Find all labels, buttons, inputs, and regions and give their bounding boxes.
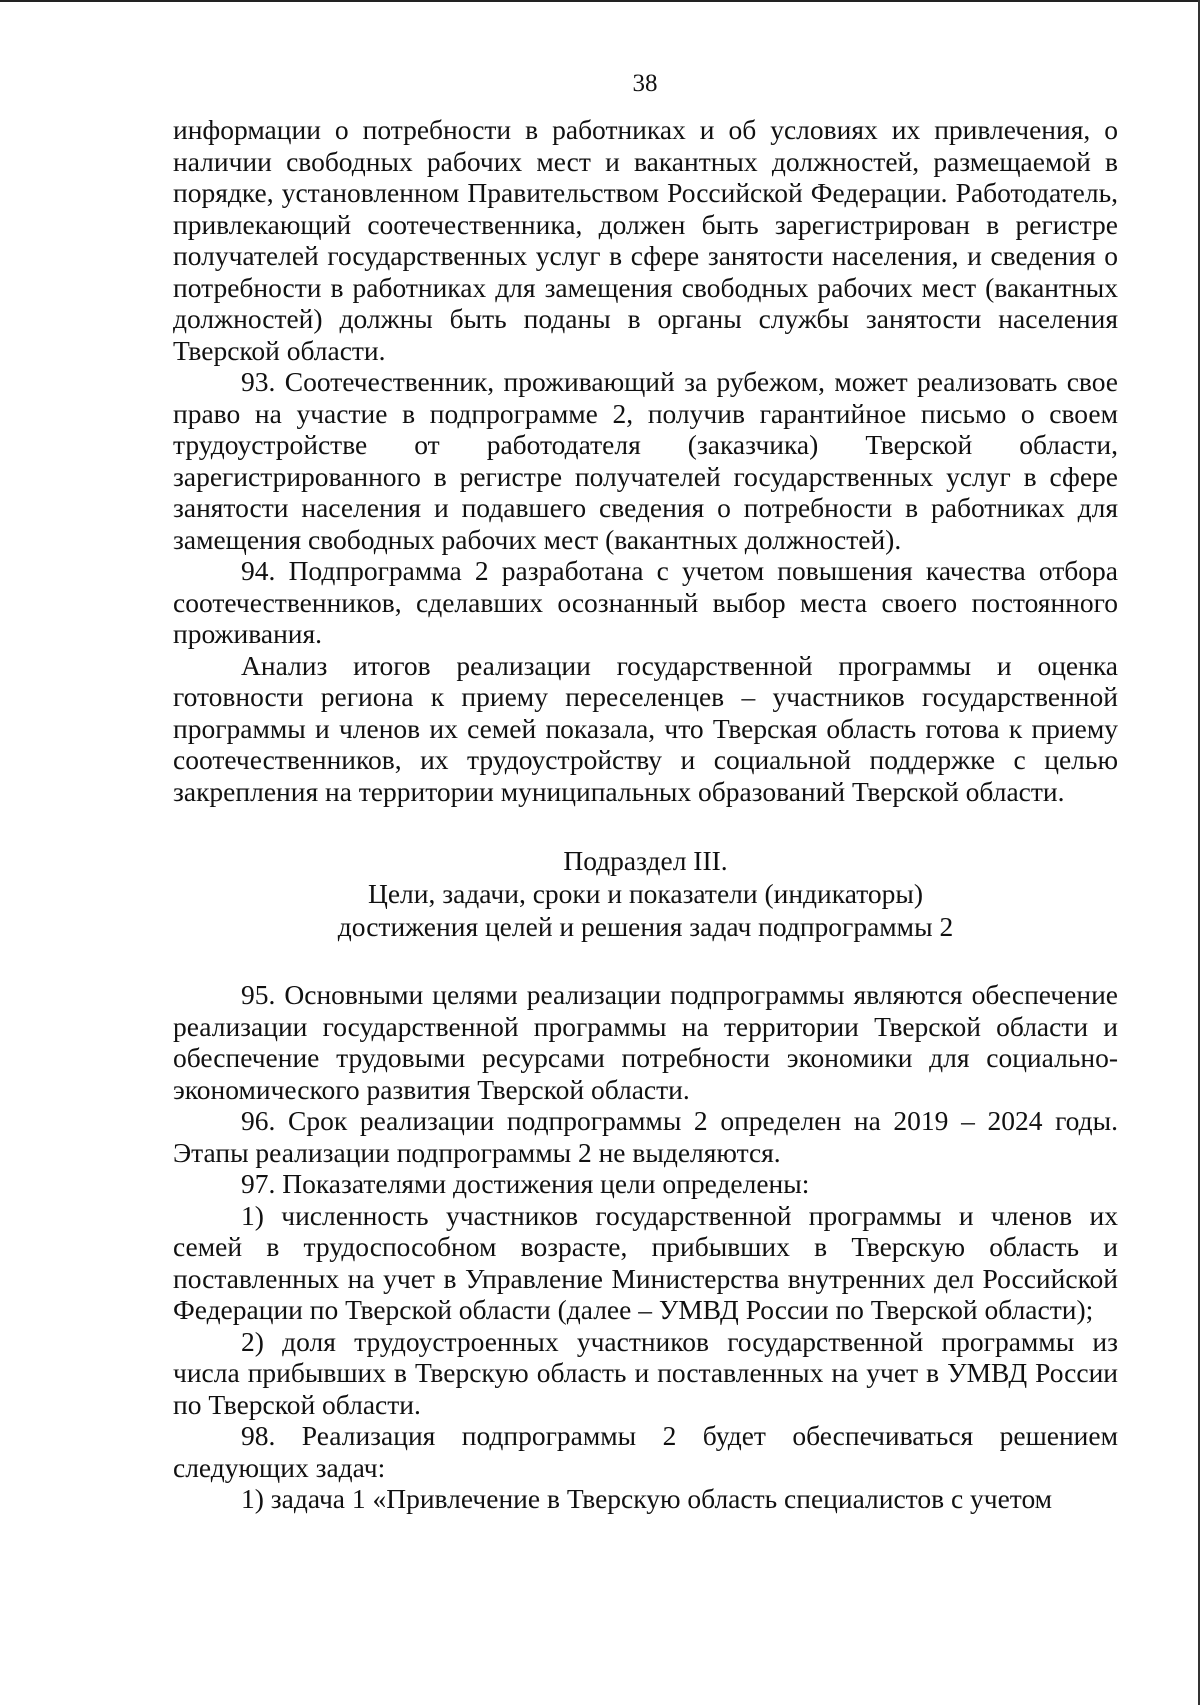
section-heading xyxy=(173,844,1118,943)
task-1: 1) задача 1 «Привлечение в Тверскую область специалистов с учетом xyxy=(241,1483,1053,1514)
paragraph-95: 95. Основными целями реализации подпрограммы являются обеспечение реализации государственной программы на территории Тверской области и обеспечение трудовыми ресурсами потребности экономики для социально-экономического развития Тверской области. xyxy=(173,979,1118,1105)
indicator-2: 2) доля трудоустроенных участников государственной программы из числа прибывших в Тверскую область и поставленных на учет в УМВД России по Тверской области. xyxy=(173,1325,1118,1420)
document-body xyxy=(173,114,1118,1515)
paragraph-93: 93. Соотечественник, проживающий за рубежом, может реализовать свое право на участие в подпрограмме 2, получив гарантийное письмо о своем трудоустройстве от работодателя (заказчика) Тверской области, зарегистрированного в регистре получателей государственных услуг в сфере занятости населения и подавшего сведения о потребности в работниках для замещения свободных рабочих мест (вакантных должностей). xyxy=(173,366,1118,555)
section-heading-line-2: Цели, задачи, сроки и показатели (индикаторы) xyxy=(367,878,923,909)
paragraph-98: 98. Реализация подпрограммы 2 будет обеспечиваться решением следующих задач: xyxy=(173,1420,1118,1483)
paragraph-97: 97. Показателями достижения цели определены: xyxy=(241,1168,810,1199)
section-heading-line-1: Подраздел III. xyxy=(563,845,728,876)
paragraph-96: 96. Срок реализации подпрограммы 2 определен на 2019 – 2024 годы. Этапы реализации подпрограммы 2 не выделяются. xyxy=(173,1105,1118,1168)
page-number: 38 xyxy=(632,70,658,97)
paragraph-analysis: Анализ итогов реализации государственной программы и оценка готовности региона к приему переселенцев – участников государственной программы и членов их семей показала, что Тверская область готова к приему соотечественников, их трудоустройству и социальной поддержке с целью закрепления на территории муниципальных образований Тверской области. xyxy=(173,649,1118,807)
section-heading-line-3: достижения целей и решения задач подпрограммы 2 xyxy=(337,911,954,942)
paragraph-94: 94. Подпрограмма 2 разработана с учетом повышения качества отбора соотечественников, сделавших осознанный выбор места своего постоянного проживания. xyxy=(173,555,1118,649)
indicator-1: 1) численность участников государственной программы и членов их семей в трудоспособном возрасте, прибывших в Тверскую область и поставленных на учет в Управление Министерства внутренних дел Российской Федерации по Тверской области (далее – УМВД России по Тверской области); xyxy=(173,1199,1118,1325)
paragraph-continuation: информации о потребности в работниках и об условиях их привлечения, о наличии свободных рабочих мест и вакантных должностей, размещаемой в порядке, установленном Правительством Российской Федерации. Работодатель, привлекающий соотечественника, должен быть зарегистрирован в регистре получателей государственных услуг в сфере занятости населения, и сведения о потребности в работниках для замещения свободных рабочих мест (вакантных должностей) должны быть поданы в органы службы занятости населения Тверской области. xyxy=(173,114,1118,366)
scan-edge-top xyxy=(0,0,1200,2)
